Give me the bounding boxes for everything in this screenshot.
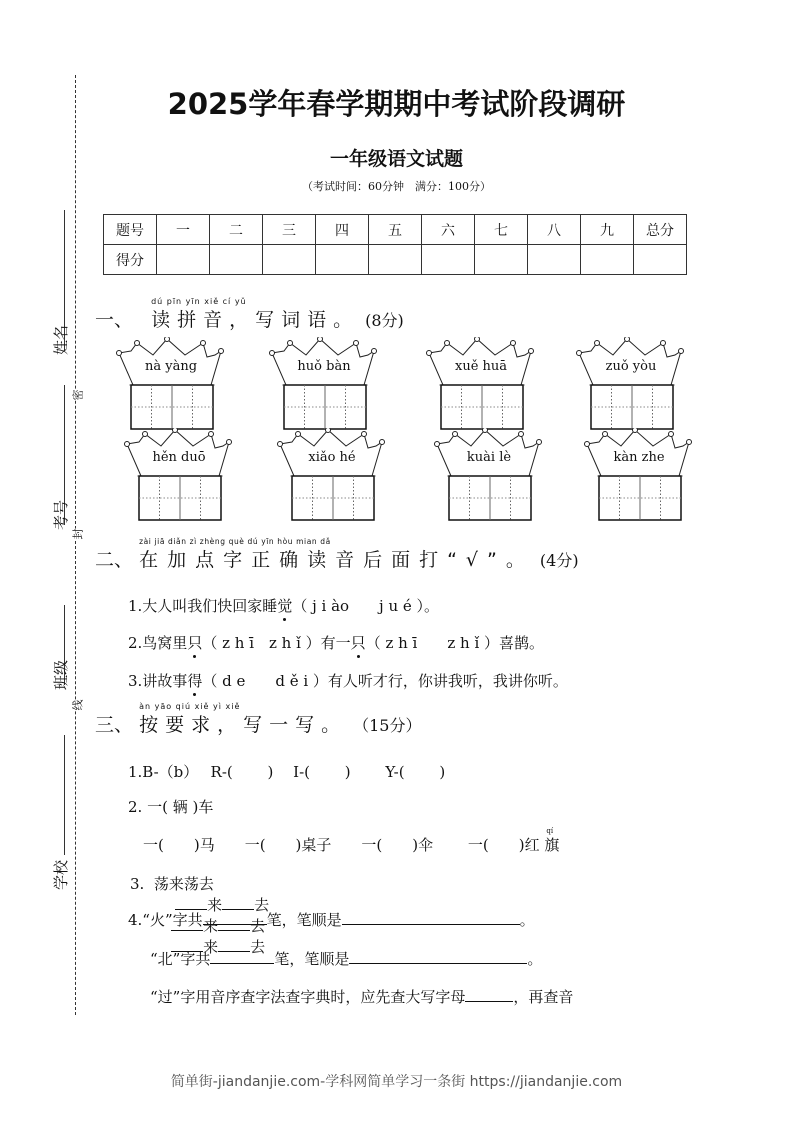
score-table-header-cell: 四 — [316, 215, 369, 245]
seal-char-mi: 密 — [71, 389, 85, 401]
score-table-header-cell: 三 — [263, 215, 316, 245]
seal-char-feng: 封 — [71, 528, 85, 540]
section3-score: （15分） — [353, 716, 422, 735]
score-table-header-cell: 一 — [157, 215, 210, 245]
section2-item-3 — [128, 670, 568, 691]
dotted-char: 得 — [187, 672, 203, 690]
score-table-score-row — [104, 245, 687, 275]
stroke-count-blank[interactable] — [210, 949, 274, 964]
footer-watermark: 简单街-jiandanjie.com-学科网简单学习一条街 https://jiandanjie.com — [170, 1074, 623, 1090]
qi-char: 旗 — [544, 836, 560, 854]
q3-qu: 去 — [254, 896, 270, 914]
q4-text: 笔，笔顺是 — [266, 911, 342, 929]
q4-text: “北”字共 — [150, 950, 211, 968]
section1-text: 读拼音，写词语。 — [151, 309, 360, 331]
section3-text: 按要求，写一写。 — [139, 714, 348, 736]
q4-end: 。 — [519, 911, 535, 929]
score-cell[interactable] — [422, 245, 475, 275]
q3-blank[interactable] — [222, 895, 254, 910]
word-crown-card — [268, 337, 380, 432]
score-table-header-cell: 七 — [475, 215, 528, 245]
dotted-char: 觉 — [277, 597, 293, 615]
section1-number: 一、 — [95, 309, 134, 331]
school-field-label: 学校 — [52, 859, 70, 890]
score-cell[interactable] — [369, 245, 422, 275]
section1-heading — [95, 297, 404, 332]
writing-grid[interactable] — [591, 385, 673, 429]
pinyin-choices[interactable]: （ z h ī z h ǐ ）喜鹊。 — [365, 634, 545, 652]
q3-lai: 来 — [203, 917, 219, 935]
section1-pinyin: dú pīn yīn xiě cí yǔ — [151, 297, 247, 306]
q4-text: 笔，笔顺是 — [274, 950, 350, 968]
crown-icon — [268, 337, 380, 432]
school-field-line[interactable] — [64, 735, 65, 855]
writing-grid[interactable] — [131, 385, 213, 429]
stroke-order-blank[interactable] — [349, 949, 527, 964]
score-table-header-row — [104, 215, 687, 245]
q4-text: 4.“火”字共 — [128, 911, 203, 929]
score-table-header-cell: 二 — [210, 215, 263, 245]
qi-pinyin: qí — [546, 827, 554, 835]
section2-heading — [95, 537, 579, 572]
word-pinyin: hěn duō — [152, 450, 206, 465]
exam-title: 2025学年春学期期中考试阶段调研 — [167, 87, 626, 121]
q3-blank[interactable] — [175, 895, 207, 910]
score-table-header-cell: 总分 — [634, 215, 687, 245]
section2-number: 二、 — [95, 549, 134, 571]
writing-grid[interactable] — [292, 476, 374, 520]
section3-q2-measure-words[interactable] — [128, 827, 560, 855]
section3-q4-bei — [150, 948, 542, 969]
writing-grid[interactable] — [139, 476, 221, 520]
word-pinyin: nà yàng — [144, 359, 198, 374]
word-pinyin: kàn zhe — [613, 450, 665, 465]
writing-grid[interactable] — [599, 476, 681, 520]
section3-q1[interactable]: 1.B-（b） R-( ) I-( ) Y-( ) — [128, 763, 446, 781]
section3-pinyin: àn yāo qiú xiě yì xiě — [139, 702, 241, 711]
q3-lai: 来 — [207, 896, 223, 914]
section3-number: 三、 — [95, 714, 134, 736]
section2-pinyin: zài jiā diǎn zì zhèng què dú yīn hòu mian dǎ — [139, 537, 331, 546]
word-pinyin: huǒ bàn — [297, 359, 351, 374]
writing-grid[interactable] — [441, 385, 523, 429]
word-crown-card — [123, 428, 235, 523]
capital-letter-blank[interactable] — [465, 987, 513, 1002]
item-text: 2.鸟窝里 — [128, 634, 188, 652]
score-cell[interactable] — [316, 245, 369, 275]
writing-grid[interactable] — [284, 385, 366, 429]
section1-score: (8分) — [365, 311, 404, 330]
exam-subtitle: 一年级语文试题 — [329, 148, 463, 170]
score-cell[interactable] — [263, 245, 316, 275]
score-cell[interactable] — [157, 245, 210, 275]
word-pinyin: zuǒ yòu — [605, 359, 657, 374]
pinyin-choices[interactable]: （ z h ī z h ǐ ）有一 — [202, 634, 351, 652]
writing-grid[interactable] — [449, 476, 531, 520]
crown-icon — [583, 428, 695, 523]
section2-score: (4分) — [539, 551, 579, 570]
section3-heading — [95, 702, 422, 737]
score-table-header-cell: 八 — [528, 215, 581, 245]
score-cell[interactable] — [475, 245, 528, 275]
word-pinyin: xiǎo hé — [308, 450, 356, 465]
q3-example: 3. 荡来荡去 — [130, 875, 214, 893]
item-text: 1.大人叫我们快回家睡 — [128, 597, 278, 615]
word-crown-card — [433, 428, 545, 523]
pinyin-choices[interactable]: （ j i ào j u é ）。 — [292, 597, 440, 615]
score-table-header-cell: 六 — [422, 215, 475, 245]
item-text: 3.讲故事 — [128, 672, 188, 690]
seal-char-xian: 线 — [71, 699, 85, 711]
measure-word-blanks[interactable]: 一( )马 一( )桌子 一( )伞 一( )红 — [128, 836, 540, 854]
binding-dashed-line — [75, 75, 76, 1015]
section2-text: 在加点字正确读音后面打“√”。 — [139, 549, 534, 571]
section3-q4-huo — [128, 909, 535, 930]
crown-icon — [123, 428, 235, 523]
crown-icon — [575, 337, 687, 432]
word-crown-card — [575, 337, 687, 432]
section3-q2: 2. 一( 辆 )车 — [128, 798, 214, 816]
word-crown-card — [425, 337, 537, 432]
crown-icon — [276, 428, 388, 523]
section2-item-2 — [128, 632, 544, 653]
score-table-header-cell: 五 — [369, 215, 422, 245]
crown-icon — [425, 337, 537, 432]
word-crown-card — [583, 428, 695, 523]
score-cell[interactable] — [581, 245, 634, 275]
score-cell[interactable] — [528, 245, 581, 275]
score-cell[interactable] — [210, 245, 263, 275]
crown-icon — [433, 428, 545, 523]
section2-item-1 — [128, 595, 439, 616]
pinyin-choices[interactable]: （ d e d ě i ）有人听才行，你讲我听，我讲你听。 — [202, 672, 568, 690]
score-row-label: 得分 — [104, 245, 157, 275]
score-table — [103, 214, 687, 275]
q3-qu: 去 — [250, 917, 266, 935]
q4-text: ，再查音 — [513, 988, 574, 1006]
word-crown-card — [115, 337, 227, 432]
crown-icon — [115, 337, 227, 432]
class-field-label: 班级 — [52, 659, 70, 690]
exam-number-field-label: 考号 — [52, 499, 70, 530]
word-pinyin: kuài lè — [466, 450, 512, 465]
stroke-count-blank[interactable] — [203, 910, 267, 925]
dotted-char: 只 — [350, 634, 366, 652]
q3-qu: 去 — [250, 938, 266, 956]
dotted-char: 只 — [187, 634, 203, 652]
word-crown-card — [276, 428, 388, 523]
score-table-header-cell: 题号 — [104, 215, 157, 245]
q4-end: 。 — [527, 950, 543, 968]
q3-lai: 来 — [203, 938, 219, 956]
section3-q4-guo — [150, 986, 573, 1007]
word-pinyin: xuě huā — [454, 359, 508, 374]
score-table-header-cell: 九 — [581, 215, 634, 245]
stroke-order-blank[interactable] — [342, 910, 520, 925]
name-field-label: 姓名 — [52, 324, 70, 355]
q4-text: “过”字用音序查字法查字典时，应先查大写字母 — [150, 988, 466, 1006]
exam-time-note: （考试时间：60分钟 满分：100分） — [302, 180, 491, 193]
score-cell[interactable] — [634, 245, 687, 275]
